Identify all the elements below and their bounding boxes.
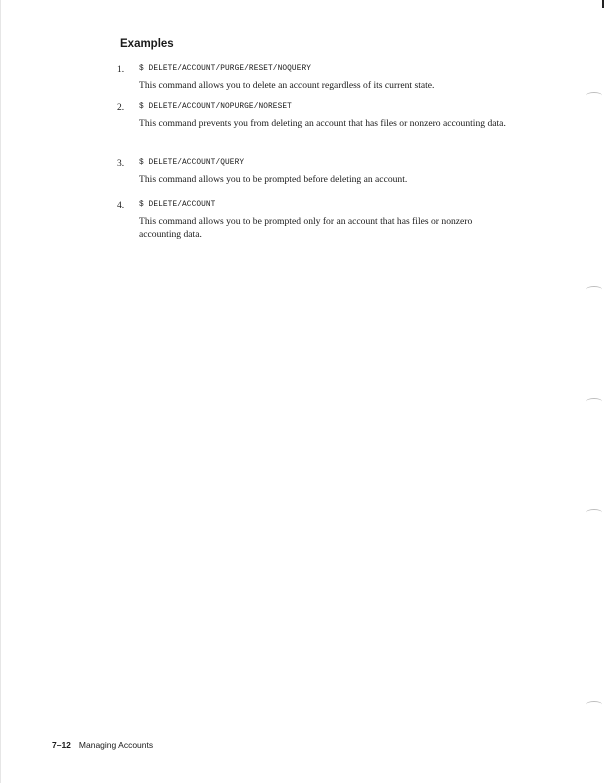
example-description: This command allows you to delete an account regardless of its current state. xyxy=(139,80,435,91)
chapter-title: Managing Accounts xyxy=(78,740,154,750)
example-description: This command prevents you from deleting an account that has files or nonzero accounting data. xyxy=(139,118,506,129)
scan-edge-mark xyxy=(586,509,602,516)
example-number: 3. xyxy=(117,159,125,169)
page-binding-edge xyxy=(0,0,1,783)
example-description: This command allows you to be prompted before deleting an account. xyxy=(139,174,408,185)
example-description: This command allows you to be prompted only for an account that has files or nonzero accounting data. xyxy=(139,216,473,240)
example-number: 1. xyxy=(117,65,125,75)
page-footer xyxy=(52,740,153,750)
example-command: $ DELETE/ACCOUNT xyxy=(139,201,216,209)
example-number: 4. xyxy=(117,201,125,211)
scan-edge-mark xyxy=(586,286,602,293)
example-command: $ DELETE/ACCOUNT/PURGE/RESET/NOQUERY xyxy=(139,65,312,73)
scan-edge-mark xyxy=(586,92,602,99)
section-heading: Examples xyxy=(120,38,174,50)
scan-edge-mark xyxy=(586,701,602,708)
example-command: $ DELETE/ACCOUNT/NOPURGE/NORESET xyxy=(139,103,292,111)
example-command: $ DELETE/ACCOUNT/QUERY xyxy=(139,159,245,167)
example-number: 2. xyxy=(117,103,125,113)
scan-edge-mark xyxy=(586,398,602,405)
page-number: 7–12 xyxy=(52,740,71,750)
